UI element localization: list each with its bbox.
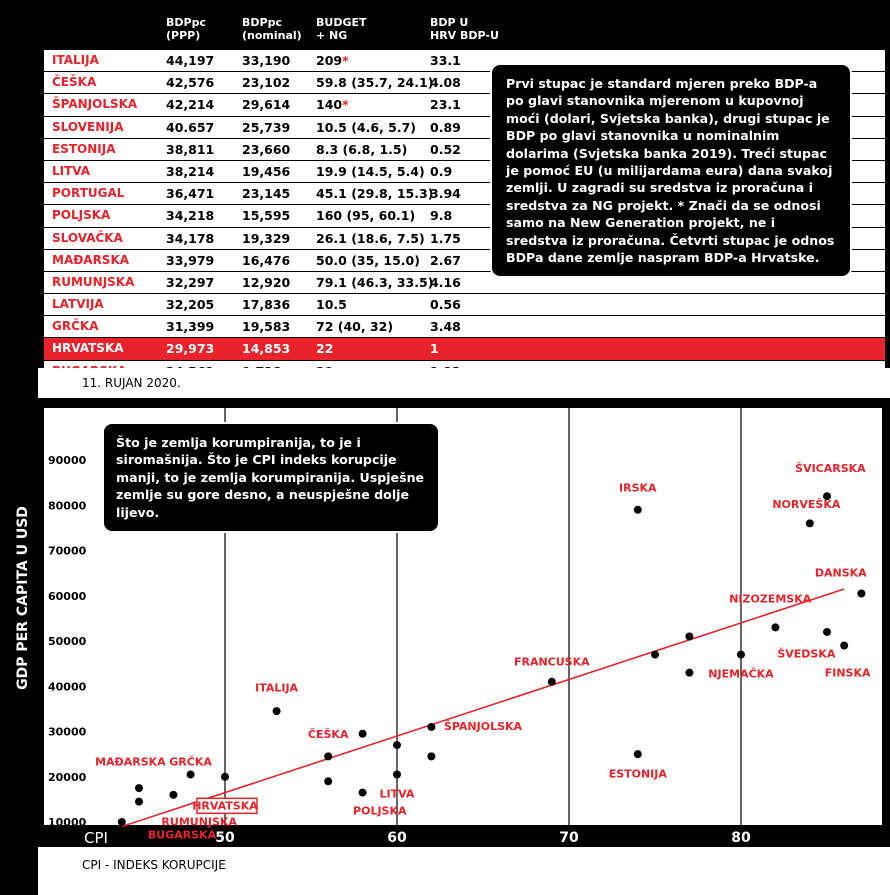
budget-cell: 72 (40, 32)	[316, 319, 394, 335]
nominal-cell: 25,739	[242, 119, 291, 135]
ppp-cell: 31,399	[166, 319, 215, 335]
y-tick-label: 10000	[48, 816, 87, 829]
data-point	[393, 741, 401, 749]
point-label: HRVATSKA	[192, 799, 258, 813]
country-cell: LATVIJA	[52, 297, 104, 312]
data-point	[427, 752, 435, 760]
ratio-cell: 3.48	[430, 319, 461, 335]
country-cell: ŠPANJOLSKA	[52, 97, 138, 112]
y-tick-label: 50000	[48, 635, 87, 648]
point-label: IRSKA	[619, 481, 657, 495]
budget-cell: 50.0 (35, 15.0)	[316, 252, 420, 268]
data-point	[685, 669, 693, 677]
x-tick-label: 50	[215, 830, 235, 846]
ppp-cell: 42,576	[166, 75, 215, 91]
ppp-cell: 40.657	[166, 119, 215, 135]
data-point	[169, 791, 177, 799]
header-ppp: BDPpc (PPP)	[166, 16, 206, 42]
country-cell: POLJSKA	[52, 208, 111, 223]
data-point	[634, 750, 642, 758]
budget-cell: 26.1 (18.6, 7.5)	[316, 230, 425, 246]
x-tick-label: 80	[731, 830, 751, 846]
ppp-cell: 38,214	[166, 163, 215, 179]
budget-cell: 19.9 (14.5, 5.4)	[316, 163, 425, 179]
ratio-cell: 4.08	[430, 75, 461, 91]
data-point	[823, 628, 831, 636]
table-row	[44, 294, 885, 315]
data-point	[118, 818, 126, 826]
ratio-cell: 33.1	[430, 53, 461, 68]
nominal-cell: 23,660	[242, 141, 291, 157]
budget-cell: 10.5	[316, 297, 347, 313]
data-point	[737, 651, 745, 659]
table-date: 11. RUJAN 2020.	[82, 376, 181, 390]
data-point	[359, 789, 367, 797]
data-point	[135, 798, 143, 806]
x-axis-label: CPI	[84, 829, 108, 847]
data-point	[324, 777, 332, 785]
y-tick-label: 40000	[48, 680, 87, 694]
country-cell: MAĐARSKA	[52, 252, 130, 267]
ppp-cell: 36,471	[166, 186, 215, 202]
ratio-cell: 0.56	[430, 297, 461, 313]
data-point	[273, 707, 281, 715]
country-cell: RUMUNJSKA	[52, 274, 135, 289]
ratio-cell: 0.9	[430, 163, 453, 179]
ppp-cell: 34,178	[166, 230, 215, 246]
data-point	[187, 770, 195, 778]
point-label: FINSKA	[824, 666, 871, 680]
point-label: ČEŠKA	[307, 727, 349, 741]
country-cell: SLOVAČKA	[52, 230, 123, 245]
data-point	[393, 770, 401, 778]
point-label: ITALIJA	[255, 681, 299, 695]
country-cell: LITVA	[52, 163, 91, 178]
x-tick-label: 70	[559, 830, 579, 846]
ratio-cell: 0.52	[430, 141, 461, 157]
ppp-cell: 42,214	[166, 97, 215, 113]
y-tick-label: 30000	[48, 725, 87, 739]
point-label: NORVEŠKA	[772, 497, 841, 511]
country-cell: ITALIJA	[52, 53, 99, 67]
y-tick-label: 70000	[48, 544, 87, 558]
nominal-cell: 16,476	[242, 252, 291, 268]
ppp-cell: 44,197	[166, 53, 215, 68]
y-axis-label: GDP PER CAPITA U USD	[15, 506, 31, 690]
point-label: NIZOZEMSKA	[729, 592, 812, 606]
budget-cell: 209*	[316, 53, 349, 68]
y-tick-label: 60000	[48, 589, 87, 603]
nominal-cell: 14,853	[242, 341, 291, 357]
point-label: ŠVEDSKA	[777, 647, 836, 661]
point-label: ŠVICARSKA	[795, 462, 866, 476]
header-nominal: BDPpc (nominal)	[242, 16, 302, 42]
nominal-cell: 23,102	[242, 75, 291, 91]
country-cell: ESTONIJA	[52, 141, 116, 156]
data-point	[634, 506, 642, 514]
header-ratio: BDP U HRV BDP-U	[430, 16, 499, 42]
ppp-cell: 33,979	[166, 252, 215, 268]
y-tick-label: 20000	[48, 770, 87, 784]
table-row	[44, 316, 885, 337]
data-point	[135, 784, 143, 792]
budget-cell: 8.3 (6.8, 1.5)	[316, 141, 408, 157]
ratio-cell: 1.75	[430, 230, 461, 246]
data-point	[221, 773, 229, 781]
point-label: POLJSKA	[353, 804, 407, 818]
table-row	[44, 338, 885, 359]
nominal-cell: 17,836	[242, 297, 291, 313]
chart-note: Što je zemlja korumpiranija, to je i siromašnija. Što je CPI indeks korupcije manji, to je zemlja korumpiranija. Uspješne zemlje su gore desno, a neuspješne dolje lijevo.	[102, 422, 440, 533]
point-label: RUMUNJSKA	[161, 815, 237, 829]
data-point	[548, 678, 556, 686]
country-cell: GRČKA	[52, 319, 99, 334]
country-cell: ČEŠKA	[52, 75, 97, 90]
point-label: BUGARSKA	[147, 828, 217, 842]
nominal-cell: 23,145	[242, 186, 291, 202]
point-label: GRČKA	[169, 755, 212, 769]
budget-cell: 45.1 (29.8, 15.3)	[316, 186, 434, 202]
budget-cell: 160 (95, 60.1)	[316, 208, 416, 224]
ppp-cell: 34,218	[166, 208, 215, 224]
ratio-cell: 23.1	[430, 97, 461, 113]
nominal-cell: 19,583	[242, 319, 291, 335]
nominal-cell: 12,920	[242, 274, 291, 290]
data-point	[771, 623, 779, 631]
point-label: ŠPANJOLSKA	[443, 720, 523, 734]
nominal-cell: 15,595	[242, 208, 291, 224]
point-label: NJEMAČKA	[708, 667, 774, 681]
y-tick-label: 80000	[48, 499, 87, 513]
nominal-cell: 29,614	[242, 97, 291, 113]
data-point	[324, 752, 332, 760]
ratio-cell: 3.94	[430, 186, 461, 202]
ratio-cell: 4.16	[430, 274, 461, 290]
y-tick-label: 90000	[48, 454, 87, 467]
point-label: ESTONIJA	[608, 767, 667, 781]
budget-star-mark: *	[342, 97, 349, 113]
ppp-cell: 29,973	[166, 341, 215, 357]
ratio-cell: 9.8	[430, 208, 453, 224]
budget-cell: 22	[316, 341, 334, 357]
ppp-cell: 38,811	[166, 141, 215, 157]
budget-star-mark: *	[342, 53, 349, 68]
ppp-cell: 32,297	[166, 274, 215, 290]
point-label: FRANCUSKA	[513, 655, 590, 669]
table-panel	[38, 6, 885, 368]
point-label: LITVA	[379, 787, 415, 801]
budget-cell: 59.8 (35.7, 24.1)	[316, 75, 434, 91]
data-point	[806, 519, 814, 527]
point-label: MAĐARSKA	[95, 755, 166, 769]
nominal-cell: 19,456	[242, 163, 291, 179]
data-point	[685, 632, 693, 640]
data-point	[857, 589, 865, 597]
country-cell: SLOVENIJA	[52, 119, 124, 134]
budget-cell: 140*	[316, 97, 349, 113]
header-budget: BUDGET + NG	[316, 16, 367, 42]
budget-cell: 10.5 (4.6, 5.7)	[316, 119, 417, 135]
country-cell: HRVATSKA	[52, 341, 124, 356]
table-note: Prvi stupac je standard mjeren preko BDP-a po glavi stanovnika mjerenom u kupovnoj moći (dolari, Svjetska banka), drugi stupac je BDP po glavi stanovnika u nominalnim dolarima (Svjetska banka 2019). Treći stupac je pomoć EU (u milijardama eura) dana svakoj zemlji. U zagradi su sredstva iz proračuna i sredstva za NG projekt. * Znači da se odnosi samo na New Generation projekt, ne i sredstva iz proračuna. Četvrti stupac je odnos BDPa dane zemlje naspram BDP-a Hrvatske.	[490, 63, 852, 278]
data-point	[651, 651, 659, 659]
ratio-cell: 0.89	[430, 119, 461, 135]
nominal-cell: 33,190	[242, 53, 291, 68]
data-point	[359, 730, 367, 738]
ratio-cell: 1	[430, 341, 439, 357]
data-point	[427, 723, 435, 731]
point-label: DANSKA	[814, 566, 867, 580]
ppp-cell: 32,205	[166, 297, 215, 313]
nominal-cell: 19,329	[242, 230, 291, 246]
table-header	[38, 6, 885, 48]
ratio-cell: 2.67	[430, 252, 461, 268]
x-tick-label: 60	[387, 830, 407, 846]
data-point	[840, 642, 848, 650]
country-cell: PORTUGAL	[52, 186, 125, 201]
budget-cell: 79.1 (46.3, 33.5)	[316, 274, 434, 290]
x-axis-caption: CPI - INDEKS KORUPCIJE	[82, 858, 226, 872]
